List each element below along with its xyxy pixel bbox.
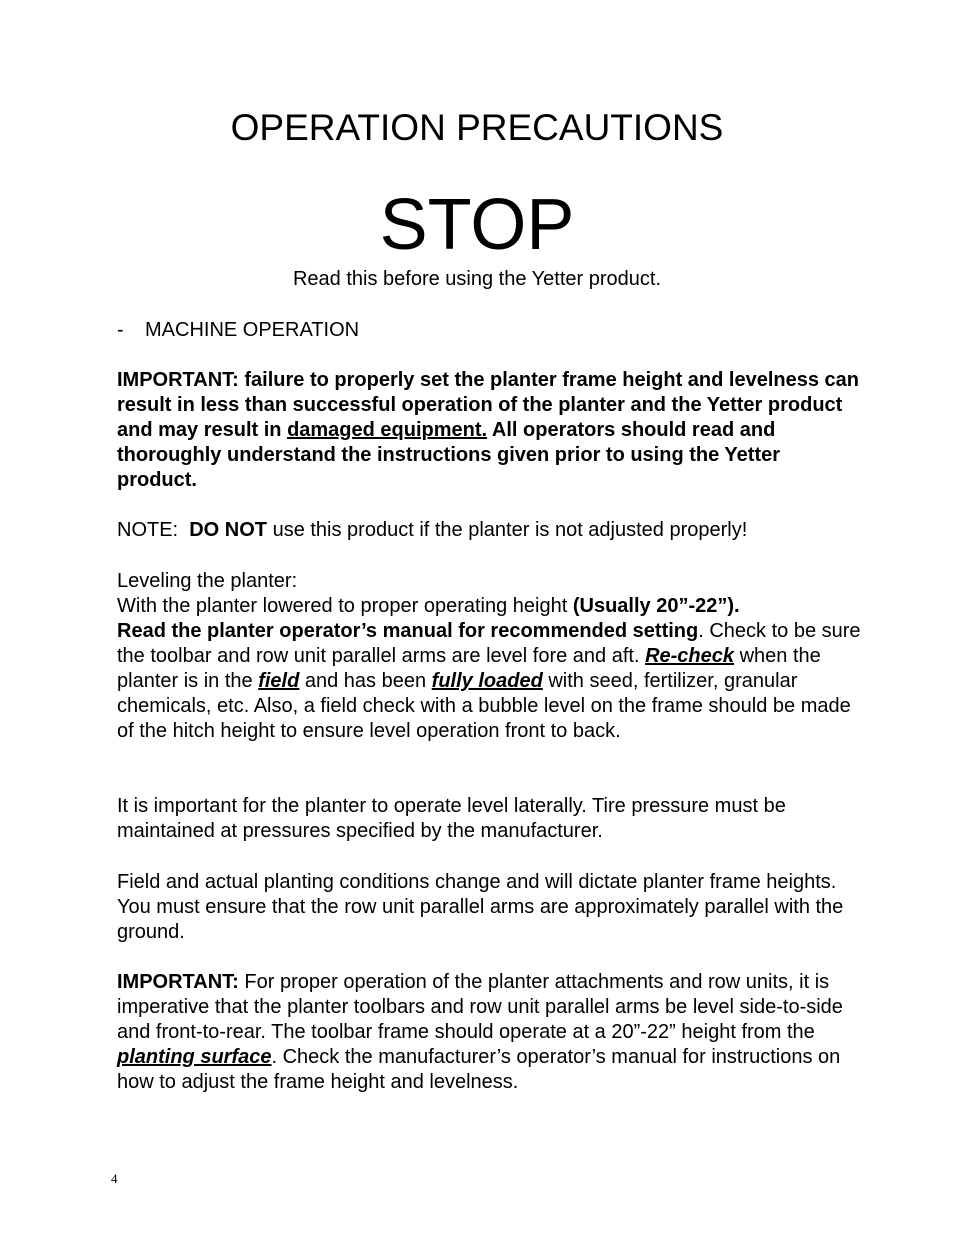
- important2-text-a: For proper operation of the planter attachments and row units, it is imperative that the planter toolbars and row unit parallel arms be level side-to-side and front-to-rear. The toolbar frame should operate at a 20”-22” height from the: [117, 971, 843, 1043]
- note-do-not: DO NOT: [189, 519, 268, 541]
- field-text: field: [258, 670, 300, 692]
- important1-text-a: IMPORTANT: failure to properly set the planter frame height and levelness can result in less than successful operation of the planter and the Yetter product and may result in: [117, 369, 860, 441]
- page-number: 4: [111, 1171, 118, 1186]
- leveling-text-d: with seed, fertilizer, granular chemicals, etc. Also, a field check with a bubble level on the frame should be made of the hitch height to ensure level operation front to back.: [117, 670, 851, 742]
- important2-text-b: . Check the manufacturer’s operator’s manual for instructions on how to adjust the frame height and levelness.: [117, 1046, 841, 1093]
- leveling-text-b: when the planter is in the: [117, 645, 821, 692]
- lateral-paragraph: It is important for the planter to operate level laterally. Tire pressure must be maintained at pressures specified by the manufacturer.: [117, 795, 786, 842]
- important1-text-b: All operators should read and thoroughly understand the instructions given prior to using the Yetter product.: [117, 419, 781, 491]
- note-prefix: NOTE:: [117, 519, 190, 541]
- important2-label: IMPORTANT:: [117, 971, 239, 993]
- stop-heading: STOP: [379, 185, 575, 265]
- note-rest: use this product if the planter is not adjusted properly!: [267, 519, 748, 541]
- important-paragraph-2: [117, 970, 862, 1095]
- leveling-paragraph: [117, 569, 862, 744]
- leveling-text-a: . Check to be sure the toolbar and row unit parallel arms are level fore and aft.: [117, 620, 861, 667]
- recheck-text: Re-check: [645, 645, 735, 667]
- leveling-text-c: and has been: [299, 670, 432, 692]
- page-title: OPERATION PRECAUTIONS: [230, 107, 724, 148]
- leveling-height-range: (Usually 20”-22”).: [572, 595, 740, 617]
- field-conditions-paragraph: Field and actual planting conditions change and will dictate planter frame heights. You must ensure that the row unit parallel arms are approximately parallel with the ground.: [117, 871, 844, 943]
- section-label: MACHINE OPERATION: [145, 319, 360, 341]
- important-paragraph-1: [117, 368, 862, 493]
- subtitle: Read this before using the Yetter product.: [292, 268, 662, 290]
- leveling-manual-instruction: Read the planter operator’s manual for recommended setting: [117, 620, 699, 642]
- fully-loaded-text: fully loaded: [431, 670, 543, 692]
- note-paragraph: [117, 518, 862, 543]
- leveling-heading: Leveling the planter:: [117, 570, 298, 592]
- section-heading: [117, 318, 862, 343]
- leveling-intro: With the planter lowered to proper operating height: [117, 595, 573, 617]
- damaged-equipment-text: damaged equipment.: [287, 419, 488, 441]
- planting-surface-text: planting surface: [117, 1046, 272, 1068]
- list-dash: -: [117, 319, 124, 341]
